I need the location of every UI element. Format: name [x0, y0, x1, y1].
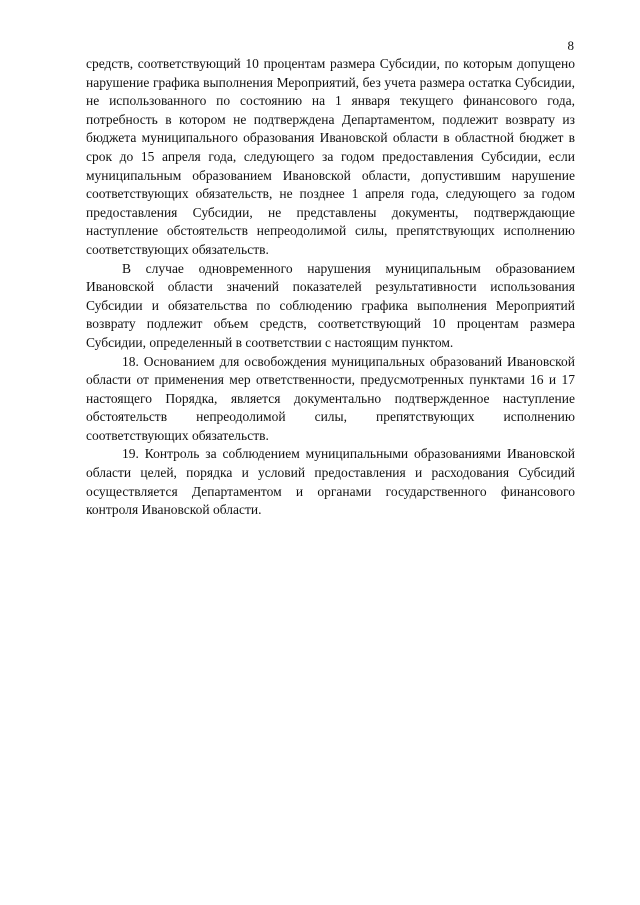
paragraph-continuation: средств, соответствующий 10 процентам размера Субсидии, по которым допущено нарушение графика выполнения Мероприятий, без учета размера остатка Субсидии, не использованного по состоянию на 1 января текущего финансового года, потребность в котором не подтверждена Департаментом, подлежит возврату из бюджета муниципального образования Ивановской области в областной бюджет в срок до 15 апреля года, следующего за годом предоставления Субсидии, если муниципальным образованием Ивановской области, допустившим нарушение соответствующих обязательств, не позднее 1 апреля года, следующего за годом предоставления Субсидии, не представлены документы, подтверждающие наступление обстоятельств непреодолимой силы, препятствующих исполнению соответствующих обязательств. [86, 56, 575, 257]
page-number: 8 [567, 38, 574, 53]
document-body [86, 55, 575, 520]
paragraph-item-18: 18. Основанием для освобождения муниципальных образований Ивановской области от применения мер ответственности, предусмотренных пунктами 16 и 17 настоящего Порядка, является документально подтвержденное наступление обстоятельств непреодолимой силы, препятствующих исполнению соответствующих обязательств. [86, 353, 575, 443]
paragraph-item-19: 19. Контроль за соблюдением муниципальными образованиями Ивановской области целей, порядка и условий предоставления и расходования Субсидий осуществляется Департаментом и органами государственного финансового контроля Ивановской области. [86, 446, 575, 518]
paragraph-simultaneous-violation: В случае одновременного нарушения муниципальным образованием Ивановской области значений показателей результативности использования Субсидии и обязательства по соблюдению графика выполнения Мероприятий возврату подлежит объем средств, соответствующий 10 процентам размера Субсидии, определенный в соответствии с настоящим пунктом. [86, 260, 575, 350]
